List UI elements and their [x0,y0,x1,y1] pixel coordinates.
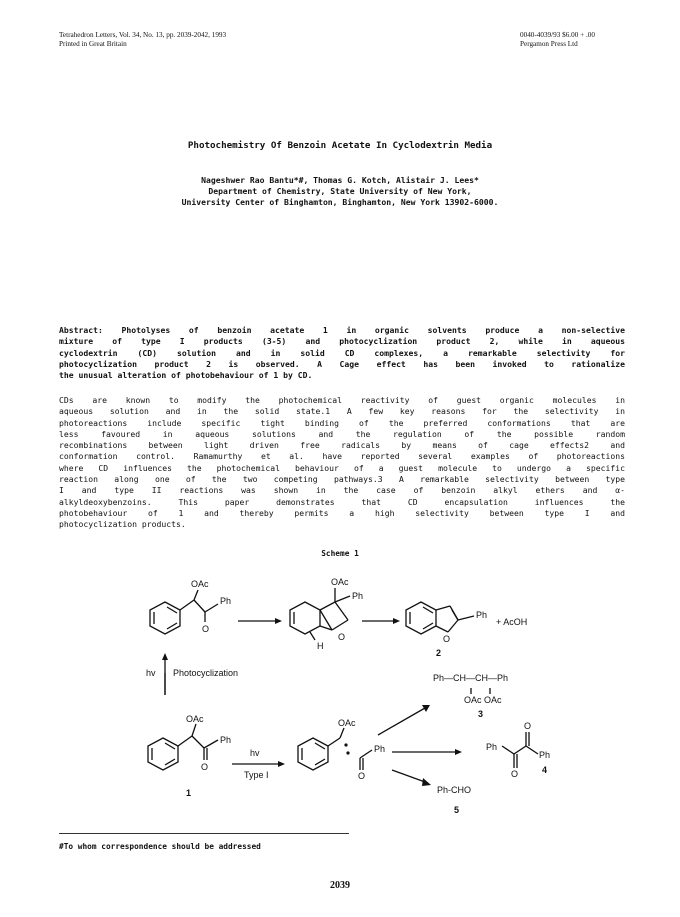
label-h: H [317,641,324,651]
label-ph: Ph [486,742,498,752]
label-oac: OAc [186,714,204,724]
body-line: photocyclization products. [59,519,186,530]
label-photocyclization: Photocyclization [173,668,239,678]
author-department: Department of Chemistry, State University of New York, [208,186,472,196]
abstract-line: cyclodextrin (CD) solution and in solid CD complexes, a remarkable selectivity for [59,347,625,358]
scheme-title: Scheme 1 [321,549,359,558]
dimer-top: Ph—CH—CH—Ph [433,673,509,683]
body-line: alkyldeoxybenzoins. This paper demonstrates that CD encapsulation influences the [59,496,625,507]
label-oac: OAc [338,718,356,728]
label-o: O [201,762,209,772]
benzene-ring-1 [150,602,180,634]
label-hv: hv [250,748,260,758]
body-line: photobehaviour of 1 and thereby permits a high selectivity between type I and [59,507,625,518]
label-type-i: Type I [244,770,269,780]
dimer-bottom: OAc OAc [464,695,502,705]
publisher-line: Pergamon Press Ltd [520,40,578,48]
body-line: I and type II reactions was shown in the case of benzoin alkyl ethers and α- [59,485,625,496]
author-university: University Center of Binghamton, Binghamton, New York 13902-6000. [181,197,499,207]
body-paragraph [59,395,625,531]
label-o: O [524,721,532,731]
body-line: CDs are known to modify the photochemical reactivity of guest organic molecules in [59,395,625,405]
body-line: reaction along one of the two competing pathways.3 A remarkable selectivity between type [59,474,625,485]
journal-citation [59,31,226,49]
label-ph: Ph [374,744,386,754]
label-o: O [443,634,451,644]
body-line: recombinations between light driven free radicals by means of cage effects2 and [59,440,625,451]
label-oac: OAc [331,577,349,587]
label-o: O [202,624,210,634]
compound-number-5: 5 [454,805,460,815]
reaction-scheme [0,560,680,825]
label-ph: Ph [539,750,551,760]
body-line: less favoured in aqueous solutions and the regulation of the possible random [59,428,625,439]
compound-number-3: 3 [478,709,484,719]
body-line: photoreactions include specific tight binding of the preferred conformations that are [59,417,625,428]
body-line: conformation control. Ramamurthy et al. have reported several examples of photoreactions [59,451,625,462]
body-line: where CD influences the photochemical behaviour of a guest molecule to undergo a specific [59,462,625,473]
compound-number-4: 4 [542,765,548,775]
author-names: Nageshwer Rao Bantu*#, Thomas G. Kotch, Alistair J. Lees* [201,175,479,185]
journal-line: Tetrahedron Letters, Vol. 34, No. 13, pp. 2039-2042, 1993 [59,31,227,39]
abstract-line: Abstract: Photolyses of benzoin acetate 1 in organic solvents produce a non-selective [59,325,625,335]
abstract-line: the unusual alteration of photobehaviour of 1 by CD. [59,370,313,381]
footnote-rule [59,833,349,834]
label-o: O [358,771,366,781]
price-line: 0040-4039/93 $6.00 + .00 [520,31,595,39]
label-oac: OAc [191,579,209,589]
body-line: aqueous solution and in the solid state.1 A few key reasons for the selectivity in [59,406,625,417]
label-ph: Ph [220,596,232,606]
radical-pair [298,728,372,770]
label-o: O [338,632,346,642]
label-o: O [511,769,519,779]
label-hv: hv [146,668,156,678]
label-ph-cho: Ph-CHO [437,785,472,795]
paper-title: Photochemistry Of Benzoin Acetate In Cyclodextrin Media [187,140,493,151]
abstract-line: photocyclization product 2 is observed. A Cage effect has been invoked to rationalize [59,358,625,369]
compound-number-1: 1 [186,788,192,798]
printed-line: Printed in Great Britain [59,40,127,48]
label-ph: Ph [352,591,364,601]
label-acoh: + AcOH [496,617,528,627]
label-ph: Ph [476,610,488,620]
label-ph: Ph [220,735,232,745]
price-block [520,31,595,49]
abstract [59,325,625,381]
abstract-line: mixture of type I products (3-5) and photocyclization product 2, while in aqueous [59,336,625,347]
benzofuran-product [406,602,474,634]
compound-number-2: 2 [436,648,442,658]
footnote: #To whom correspondence should be addressed [59,842,261,851]
page-number: 2039 [330,880,350,891]
benzil-product [502,732,538,768]
